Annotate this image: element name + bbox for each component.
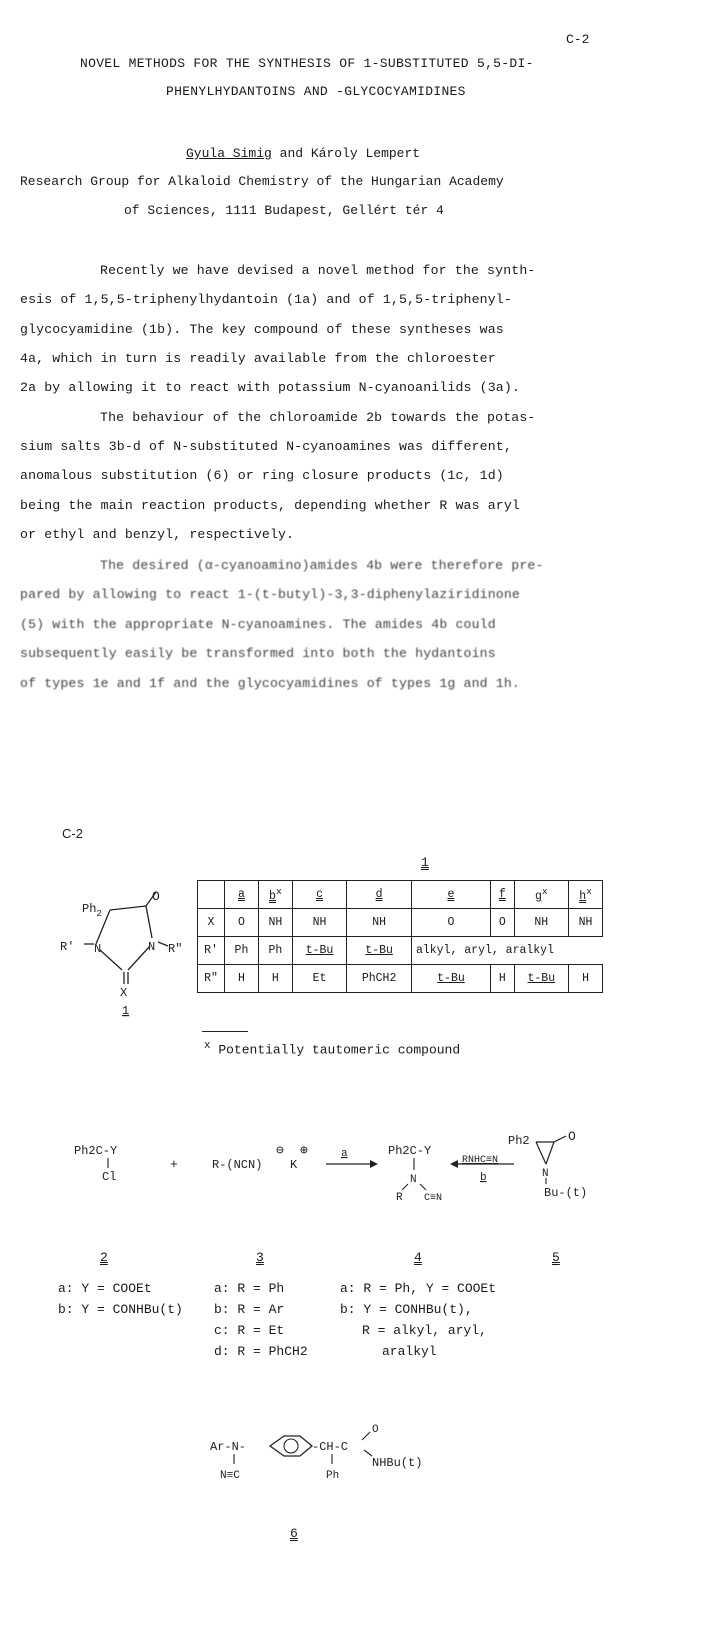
bond-c2-o — [554, 1136, 566, 1142]
table-cell: H — [569, 965, 603, 993]
compound-4-label: 4 — [414, 1250, 422, 1265]
table-cell: O — [225, 909, 259, 937]
page-label-top-right: C-2 — [566, 32, 590, 47]
compound-6-label: 6 — [290, 1526, 298, 1541]
table-cell: Et — [292, 965, 346, 993]
definition-3d: d: R = PhCH2 — [214, 1344, 308, 1359]
author-1: Gyula Simig — [186, 146, 272, 161]
aziridinone-o: O — [568, 1129, 576, 1144]
paragraph-3-line-4: subsequently easily be transformed into both the hydantoins — [20, 646, 496, 661]
table-cell — [198, 881, 225, 909]
title-line-1: NOVEL METHODS FOR THE SYNTHESIS OF 1-SUBSTITUTED 5,5-DI- — [80, 56, 534, 71]
product-4-r: R — [396, 1192, 403, 1204]
paragraph-2-line-5: or ethyl and benzyl, respectively. — [20, 527, 295, 542]
table-cell: t-Bu — [292, 937, 346, 965]
r-prime-label: R' — [60, 940, 75, 954]
table-header-row — [198, 881, 603, 909]
paragraph-2-line-3: anomalous substitution (6) or ring closure products (1c, 1d) — [20, 468, 504, 483]
compound-2-label: 2 — [100, 1250, 108, 1265]
paragraph-1-line-1: Recently we have devised a novel method for the synth- — [100, 263, 536, 278]
compound-1-structure — [60, 880, 200, 1020]
compound-1-label: 1 — [122, 1004, 130, 1018]
paragraph-2-line-4: being the main reaction products, depending whether R was aryl — [20, 498, 520, 513]
affiliation-line-2: of Sciences, 1111 Budapest, Gellért tér 4 — [124, 203, 444, 218]
bond-n1-c2 — [100, 950, 122, 970]
table-cell: alkyl, aryl, aralkyl — [411, 937, 602, 965]
definition-3b: b: R = Ar — [214, 1302, 285, 1317]
bond-n-r — [402, 1184, 408, 1190]
authors — [186, 146, 420, 161]
affiliation-line-1: Research Group for Alkaloid Chemistry of the Hungarian Academy — [20, 174, 504, 189]
table-cell: t-Bu — [514, 965, 568, 993]
aromatic-circle-icon — [284, 1439, 298, 1453]
phenyl-label: Ph — [326, 1470, 340, 1482]
table-cell: $g^x$ — [514, 881, 568, 909]
reagent-b: RNHC≡N — [462, 1155, 499, 1166]
footnote-mark: x — [204, 1040, 211, 1052]
table-cell: NH — [347, 909, 412, 937]
anion-charge-icon: ⊖ — [276, 1143, 284, 1158]
cation-charge-icon: ⊕ — [300, 1143, 308, 1158]
table-cell: f — [490, 881, 514, 909]
table-row-x — [198, 909, 603, 937]
definition-3a: a: R = Ph — [214, 1281, 285, 1296]
authors-conj: and — [279, 146, 304, 161]
footnote-text: Potentially tautomeric compound — [218, 1042, 461, 1058]
n1-label: N — [94, 942, 102, 956]
bond-c-o — [362, 1432, 370, 1440]
page-label-section: C-2 — [62, 826, 83, 841]
title-line-2: PHENYLHYDANTOINS AND -GLYCOCYAMIDINES — [166, 84, 466, 99]
definition-4b-aralkyl: aralkyl — [382, 1344, 437, 1359]
oxygen-label: O — [152, 889, 160, 904]
table-cell: a — [225, 881, 259, 909]
carbonyl-oxygen: O — [372, 1424, 379, 1436]
table-cell: H — [225, 965, 259, 993]
product-4-n: N — [410, 1174, 417, 1186]
paragraph-2-line-2: sium salts 3b-d of N-substituted N-cyanoamines was different, — [20, 439, 512, 454]
product-4-top: Ph2C-Y — [388, 1144, 432, 1158]
bond-n3-r2 — [158, 942, 168, 946]
table-cell: H — [490, 965, 514, 993]
table-cell: Ph — [225, 937, 259, 965]
table-cell: NH — [514, 909, 568, 937]
compound-6-structure — [200, 1410, 460, 1510]
aziridinone-ph2: Ph2 — [508, 1134, 530, 1148]
definition-3c: c: R = Et — [214, 1323, 285, 1338]
reactant-2-top: Ph2C-Y — [74, 1144, 118, 1158]
paragraph-3-line-1: The desired (α-cyanoamino)amides 4b were therefore pre- — [100, 558, 544, 573]
reactant-3-text: R-(NCN) — [212, 1158, 263, 1172]
aziridinone-n: N — [542, 1168, 549, 1180]
definition-4a: a: R = Ph, Y = COOEt — [340, 1281, 497, 1296]
table-cell: t-Bu — [411, 965, 490, 993]
table-cell: O — [411, 909, 490, 937]
table-cell: $h^x$ — [569, 881, 603, 909]
table-cell: R' — [198, 937, 225, 965]
bond-c-nh — [364, 1450, 372, 1456]
potassium-label: K — [290, 1158, 298, 1172]
author-2: Károly Lempert — [310, 146, 421, 161]
arrow-a-head — [370, 1160, 378, 1168]
ph2-label: Ph — [82, 902, 97, 916]
footnote-rule — [202, 1031, 248, 1032]
compound-1-table — [197, 880, 603, 993]
paragraph-3-line-5: of types 1e and 1f and the glycocyamidines of types 1g and 1h. — [20, 676, 520, 691]
paragraph-1-line-5: 2a by allowing it to react with potassium N-cyanoanilids (3a). — [20, 380, 520, 395]
table-cell: $b^x$ — [258, 881, 292, 909]
arrow-b-head — [450, 1160, 458, 1168]
n3-label: N — [148, 940, 156, 954]
paragraph-1-line-3: glycocyamidine (1b). The key compound of these syntheses was — [20, 322, 504, 337]
table-row-r-prime — [198, 937, 603, 965]
definition-4b: b: Y = CONHBu(t), — [340, 1302, 473, 1317]
table-cell: PhCH2 — [347, 965, 412, 993]
bond-c3-n — [536, 1142, 546, 1164]
definitions-4 — [340, 1278, 496, 1362]
footnote — [204, 1040, 460, 1057]
plus-sign: + — [170, 1157, 178, 1172]
bond-n-cn — [420, 1184, 426, 1190]
definitions-2 — [58, 1278, 183, 1320]
reaction-scheme — [60, 1120, 620, 1230]
table-cell: NH — [292, 909, 346, 937]
table-cell: Ph — [258, 937, 292, 965]
definitions-3 — [214, 1278, 308, 1362]
bond-c5-c4 — [110, 906, 146, 910]
paragraph-2-line-1: The behaviour of the chloroamide 2b towards the potas- — [100, 410, 536, 425]
compound-5-label: 5 — [552, 1250, 560, 1265]
r-double-prime-label: R" — [168, 942, 183, 956]
amide-group: NHBu(t) — [372, 1456, 423, 1470]
table-cell: O — [490, 909, 514, 937]
methine-carbonyl: -CH-C — [312, 1440, 349, 1454]
aziridinone-substituent: Bu-(t) — [544, 1186, 588, 1200]
table-row-r-double-prime — [198, 965, 603, 993]
table-cell: d — [347, 881, 412, 909]
svg-text:Ph2 — [82, 902, 102, 919]
paragraph-1-line-4: 4a, which in turn is readily available from the chloroester — [20, 351, 496, 366]
table-cell: R" — [198, 965, 225, 993]
table-cell: NH — [569, 909, 603, 937]
table-cell: H — [258, 965, 292, 993]
table-cell: X — [198, 909, 225, 937]
definition-2b: b: Y = CONHBu(t) — [58, 1302, 183, 1317]
aryl-nitrogen: Ar-N- — [210, 1440, 247, 1454]
bond-c4-n3 — [146, 906, 152, 938]
bond-c2-n — [546, 1142, 554, 1164]
arrow-b-label: b — [480, 1172, 487, 1184]
compound-1-table-label: 1 — [421, 855, 429, 870]
compound-3-label: 3 — [256, 1250, 264, 1265]
table-cell: e — [411, 881, 490, 909]
definition-4b-r: R = alkyl, aryl, — [362, 1323, 487, 1338]
definition-2a: a: Y = COOEt — [58, 1281, 152, 1296]
paragraph-3-line-3: (5) with the appropriate N-cyanoamines. The amides 4b could — [20, 617, 496, 632]
cyano-group: N≡C — [220, 1470, 240, 1482]
table-cell: c — [292, 881, 346, 909]
x-label: X — [120, 986, 128, 1000]
reactant-2-chlorine: Cl — [102, 1170, 117, 1184]
bond-n3-c2 — [128, 946, 150, 970]
ph2-subscript: 2 — [96, 909, 102, 919]
table-cell: t-Bu — [347, 937, 412, 965]
paragraph-1-line-2: esis of 1,5,5-triphenylhydantoin (1a) and of 1,5,5-triphenyl- — [20, 292, 512, 307]
paragraph-3-line-2: pared by allowing to react 1-(t-butyl)-3,3-diphenylaziridinone — [20, 587, 520, 602]
product-4-cn: C≡N — [424, 1193, 443, 1204]
arrow-a-label: a — [341, 1148, 348, 1160]
table-cell: NH — [258, 909, 292, 937]
